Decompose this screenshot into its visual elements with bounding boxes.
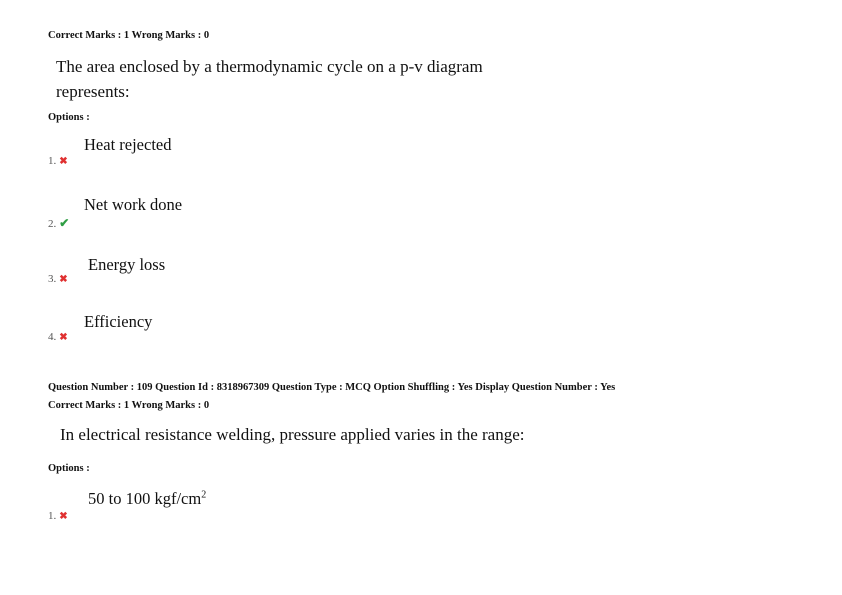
q2-options-label: Options : xyxy=(48,463,90,474)
q2-option-1-text xyxy=(88,489,206,509)
q1-option-4-text: Efficiency xyxy=(84,312,153,331)
q2-question: In electrical resistance welding, pressure applied varies in the range: xyxy=(60,425,525,444)
q1-question-line2: represents: xyxy=(56,82,130,101)
cross-icon: ✖ xyxy=(59,331,68,343)
option-text: 50 to 100 kgf/cm xyxy=(88,489,202,508)
q1-option-1-text: Heat rejected xyxy=(84,135,172,154)
q2-header: Question Number : 109 Question Id : 8318967309 Question Type : MCQ Option Shuffling : Yes Display Question Number : Yes xyxy=(48,382,616,393)
q1-marks: Correct Marks : 1 Wrong Marks : 0 xyxy=(48,30,210,41)
q2-marks: Correct Marks : 1 Wrong Marks : 0 xyxy=(48,400,210,411)
option-number: 1. xyxy=(48,155,57,167)
q1-option-3-text: Energy loss xyxy=(88,255,166,274)
superscript: 2 xyxy=(201,489,207,501)
option-number: 4. xyxy=(48,331,57,343)
q1-option-4-number xyxy=(48,331,68,343)
q1-option-2-text: Net work done xyxy=(84,195,183,214)
cross-icon: ✖ xyxy=(59,155,68,167)
checkmark-icon: ✔ xyxy=(59,216,70,230)
q1-question-line1: The area enclosed by a thermodynamic cycle on a p-v diagram xyxy=(56,57,483,76)
q1-option-2-number xyxy=(48,216,69,231)
option-number: 1. xyxy=(48,510,57,522)
q2-option-1-number xyxy=(48,510,68,522)
q1-option-3-number xyxy=(48,273,68,285)
cross-icon: ✖ xyxy=(59,510,68,522)
cross-icon: ✖ xyxy=(59,273,68,285)
option-number: 3. xyxy=(48,273,57,285)
q1-options-label: Options : xyxy=(48,112,90,123)
q1-option-1-number xyxy=(48,155,68,167)
option-number: 2. xyxy=(48,217,57,230)
